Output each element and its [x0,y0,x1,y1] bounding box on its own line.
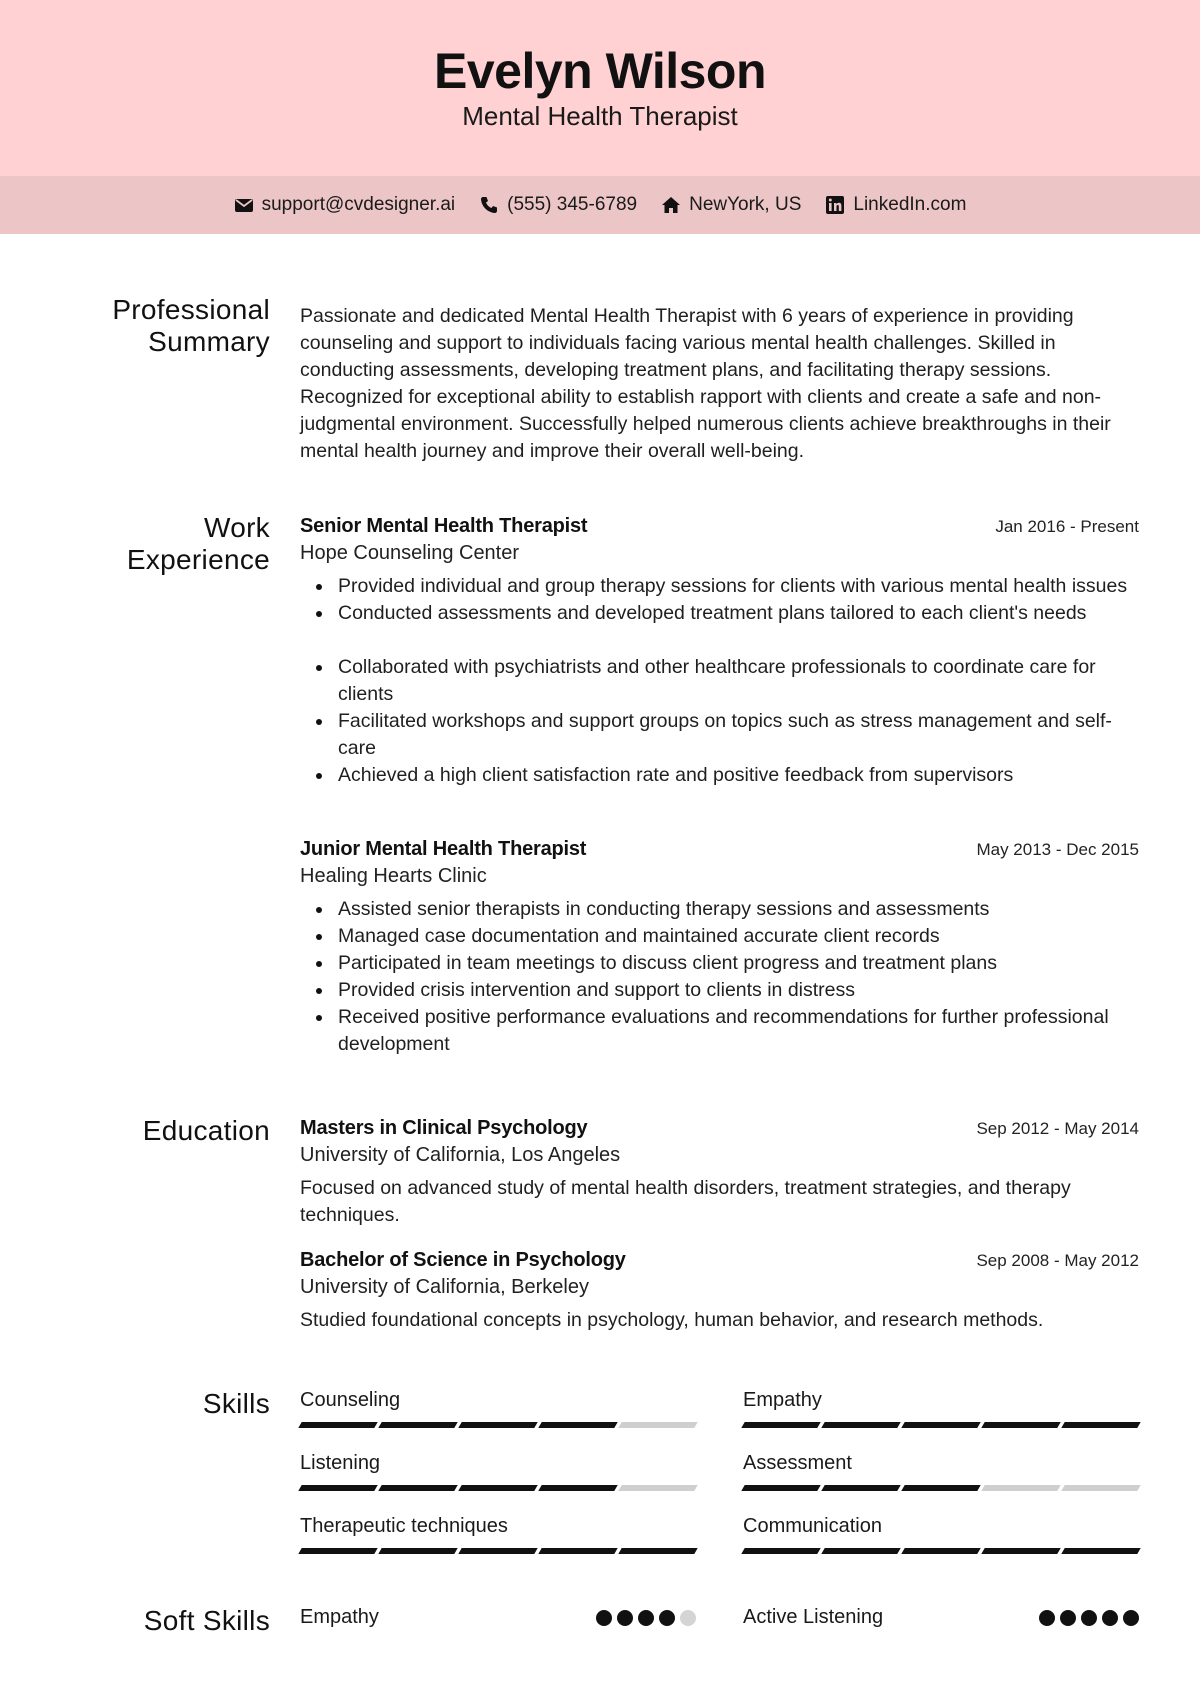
skill-segment-filled [821,1548,900,1554]
location-text: NewYork, US [689,194,802,215]
list-item: Collaborated with psychiatrists and other healthcare professionals to coordinate care for clients [300,654,1139,708]
soft-skill-rating-dots [596,1610,696,1626]
skill-rating-bar [300,1548,696,1554]
skill-item [743,1389,1139,1428]
contact-linkedin[interactable] [825,194,966,216]
skill-segment-filled [378,1548,457,1554]
skill-segment-empty [618,1422,697,1428]
job-title: Junior Mental Health Therapist [300,838,587,860]
skill-segment-filled [458,1548,537,1554]
candidate-role: Mental Health Therapist [462,101,738,131]
skill-name: Counseling [300,1389,401,1411]
skill-item [300,1515,696,1554]
education-description: Studied foundational concepts in psychology, human behavior, and research methods. [300,1309,1044,1331]
skill-segment-filled [821,1485,900,1491]
candidate-name: Evelyn Wilson [433,43,767,99]
job-title: Senior Mental Health Therapist [300,515,588,537]
degree-title: Bachelor of Science in Psychology [300,1249,626,1271]
rating-dot-filled [1102,1610,1118,1626]
rating-dot-filled [596,1610,612,1626]
degree-title: Masters in Clinical Psychology [300,1117,588,1139]
skill-rating-bar [743,1485,1139,1491]
skill-segment-filled [538,1485,617,1491]
envelope-icon [234,195,254,215]
school-name: University of California, Berkeley [300,1276,589,1298]
skill-segment-filled [981,1548,1060,1554]
education-dates: Sep 2012 - May 2014 [976,1119,1139,1138]
list-item: Provided crisis intervention and support to clients in distress [300,977,1139,1004]
skill-name: Therapeutic techniques [300,1515,508,1537]
skill-segment-empty [1061,1485,1140,1491]
education-entry [300,1117,1139,1229]
summary-text: Passionate and dedicated Mental Health Therapist with 6 years of experience in providing counseling and support to individuals facing various mental health challenges. Skilled in conducting assessments, developing treatment plans, and facilitating therapy sessions. Recognized for exceptional ability to establish rapport with clients and create a safe and non-judgmental environment. Successfully helped numerous clients achieve breakthroughs in their mental health journey and improve their overall well-being. [300,305,1111,462]
skill-item [743,1452,1139,1491]
skill-segment-filled [981,1422,1060,1428]
experience-section-title: Work Experience [126,512,270,575]
list-item: Conducted assessments and developed treatment plans tailored to each client's needs [300,600,1139,627]
skill-name: Listening [300,1452,381,1474]
education-entry [300,1249,1139,1334]
skill-name: Empathy [743,1389,822,1411]
skill-segment-filled [538,1422,617,1428]
job-bullets [300,573,1139,789]
list-item: Achieved a high client satisfaction rate and positive feedback from supervisors [300,762,1139,789]
school-name: University of California, Los Angeles [300,1144,621,1166]
skill-segment-empty [981,1485,1060,1491]
job-dates: Jan 2016 - Present [995,517,1139,536]
list-item: Received positive performance evaluations and recommendations for further professional development [300,1004,1139,1058]
soft-skill-item [743,1606,1139,1629]
skill-segment-filled [538,1548,617,1554]
skill-segment-filled [298,1422,377,1428]
skill-segment-filled [901,1422,980,1428]
rating-dot-filled [1081,1610,1097,1626]
job-company: Healing Hearts Clinic [300,865,487,887]
rating-dot-filled [659,1610,675,1626]
skill-rating-bar [300,1485,696,1491]
skill-segment-empty [618,1485,697,1491]
skill-segment-filled [1061,1548,1140,1554]
soft-skill-name: Active Listening [743,1606,884,1628]
skill-segment-filled [458,1485,537,1491]
skill-segment-filled [1061,1422,1140,1428]
contact-bar [0,176,1200,234]
soft-skill-item [300,1606,696,1629]
list-item: Assisted senior therapists in conducting therapy sessions and assessments [300,896,1139,923]
skill-name: Assessment [743,1452,852,1474]
skill-item [300,1452,696,1491]
home-icon [661,195,681,215]
skill-rating-bar [743,1548,1139,1554]
skill-segment-filled [901,1548,980,1554]
skill-segment-filled [458,1422,537,1428]
contact-location [661,194,801,216]
rating-dot-filled [1039,1610,1055,1626]
linkedin-text: LinkedIn.com [853,194,967,215]
skill-name: Communication [743,1515,882,1537]
education-dates: Sep 2008 - May 2012 [976,1251,1139,1270]
phone-text: (555) 345-6789 [507,194,638,215]
list-item: Facilitated workshops and support groups on topics such as stress management and self-care [300,708,1139,762]
resume-header [0,0,1200,176]
skill-segment-filled [741,1422,820,1428]
skill-segment-filled [741,1548,820,1554]
skill-segment-filled [741,1485,820,1491]
experience-entry [300,515,1139,789]
summary-section-title: Professional Summary [112,294,270,357]
summary-section [300,303,1139,465]
rating-dot-empty [680,1610,696,1626]
rating-dot-filled [638,1610,654,1626]
soft-skill-name: Empathy [300,1606,379,1628]
phone-icon [479,195,499,215]
job-dates: May 2013 - Dec 2015 [976,840,1139,859]
email-text: support@cvdesigner.ai [261,194,456,215]
contact-email[interactable] [234,194,456,216]
skill-segment-filled [821,1422,900,1428]
rating-dot-filled [1123,1610,1139,1626]
experience-entry [300,838,1139,1058]
rating-dot-filled [1060,1610,1076,1626]
skills-section-title: Skills [202,1388,270,1419]
skill-item [300,1389,696,1428]
job-company: Hope Counseling Center [300,542,520,564]
education-description: Focused on advanced study of mental health disorders, treatment strategies, and therapy techniques. [300,1177,1071,1226]
soft-skill-rating-dots [1039,1610,1139,1626]
skill-item [743,1515,1139,1554]
education-section-title: Education [142,1115,270,1146]
skill-segment-filled [901,1485,980,1491]
skill-rating-bar [743,1422,1139,1428]
skill-segment-filled [618,1548,697,1554]
list-item: Managed case documentation and maintained accurate client records [300,923,1139,950]
skill-rating-bar [300,1422,696,1428]
linkedin-icon [825,195,845,215]
rating-dot-filled [617,1610,633,1626]
job-bullets [300,896,1139,1058]
skill-segment-filled [298,1548,377,1554]
skill-segment-filled [378,1485,457,1491]
soft-skills-section-title: Soft Skills [143,1605,270,1636]
skill-segment-filled [378,1422,457,1428]
list-item: Provided individual and group therapy sessions for clients with various mental health issues [300,573,1139,600]
skill-segment-filled [298,1485,377,1491]
list-item: Participated in team meetings to discuss client progress and treatment plans [300,950,1139,977]
contact-phone[interactable] [479,194,637,216]
